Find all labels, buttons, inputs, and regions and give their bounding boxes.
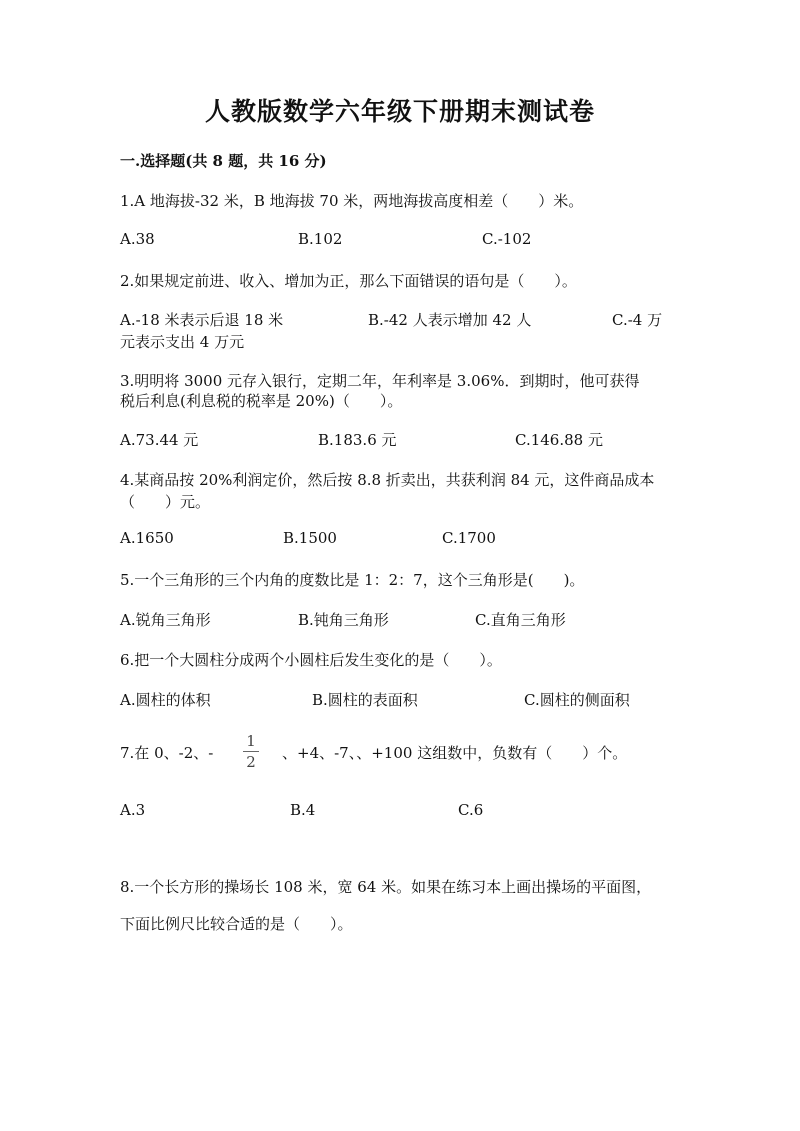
question-6-option-b: B.圆柱的表面积	[312, 691, 418, 709]
question-5-option-c: C.直角三角形	[475, 611, 566, 629]
question-2-option-a: A.-18 米表示后退 18 米	[120, 311, 284, 329]
question-3-option-c: C.146.88 元	[515, 431, 603, 449]
question-7-fraction	[243, 733, 259, 770]
question-4-option-a: A.1650	[120, 529, 174, 547]
fraction-numerator: 1	[246, 732, 256, 750]
question-7-stem-before: 7.在 0、-2、-	[120, 744, 214, 762]
question-2-option-b: B.-42 人表示增加 42 人	[368, 311, 532, 329]
question-6-option-c: C.圆柱的侧面积	[524, 691, 630, 709]
question-4-option-b: B.1500	[283, 529, 337, 547]
question-7-option-a: A.3	[120, 801, 146, 819]
question-1-option-a: A.38	[120, 230, 155, 248]
question-3-option-b: B.183.6 元	[318, 431, 397, 449]
question-1-option-b: B.102	[298, 230, 343, 248]
question-2-option-c: C.-4 万	[612, 311, 663, 329]
question-5-option-b: B.钝角三角形	[298, 611, 389, 629]
question-7-option-b: B.4	[290, 801, 316, 819]
question-4-stem-line-2: （ ）元。	[120, 493, 211, 511]
fraction-bar	[243, 751, 259, 752]
question-3-option-a: A.73.44 元	[120, 431, 199, 449]
question-2-option-c-continued: 元表示支出 4 万元	[120, 333, 245, 351]
question-1-option-c: C.-102	[482, 230, 532, 248]
question-6-stem: 6.把一个大圆柱分成两个小圆柱后发生变化的是（ ）。	[120, 651, 502, 669]
question-5-option-a: A.锐角三角形	[120, 611, 211, 629]
page-title: 人教版数学六年级下册期末测试卷	[204, 97, 595, 126]
question-7-option-c: C.6	[458, 801, 484, 819]
question-6-option-a: A.圆柱的体积	[120, 691, 211, 709]
question-7-stem-after: 、+4、-7、、+100 这组数中，负数有（ ）个。	[282, 744, 628, 762]
section-heading: 一.选择题(共 8 题，共 16 分)	[120, 152, 327, 170]
question-4-option-c: C.1700	[442, 529, 496, 547]
fraction-denominator: 2	[246, 753, 256, 771]
question-8-stem-line-1: 8.一个长方形的操场长 108 米，宽 64 米。如果在练习本上画出操场的平面图，	[120, 878, 652, 896]
question-3-stem-line-2: 税后利息(利息税的税率是 20%)（ ）。	[120, 392, 403, 410]
question-4-stem-line-1: 4.某商品按 20%利润定价，然后按 8.8 折卖出，共获利润 84 元，这件商品成本	[120, 471, 655, 489]
question-5-stem: 5.一个三角形的三个内角的度数比是 1：2：7，这个三角形是( )。	[120, 571, 585, 589]
question-2-stem: 2.如果规定前进、收入、增加为正，那么下面错误的语句是（ ）。	[120, 272, 577, 290]
question-3-stem-line-1: 3.明明将 3000 元存入银行，定期二年，年利率是 3.06%．到期时，他可获得	[120, 372, 640, 390]
question-1-stem: 1.A 地海拔-32 米，B 地海拔 70 米，两地海拔高度相差（ ）米。	[120, 192, 584, 210]
question-8-stem-line-2: 下面比例尺比较合适的是（ ）。	[120, 915, 353, 933]
